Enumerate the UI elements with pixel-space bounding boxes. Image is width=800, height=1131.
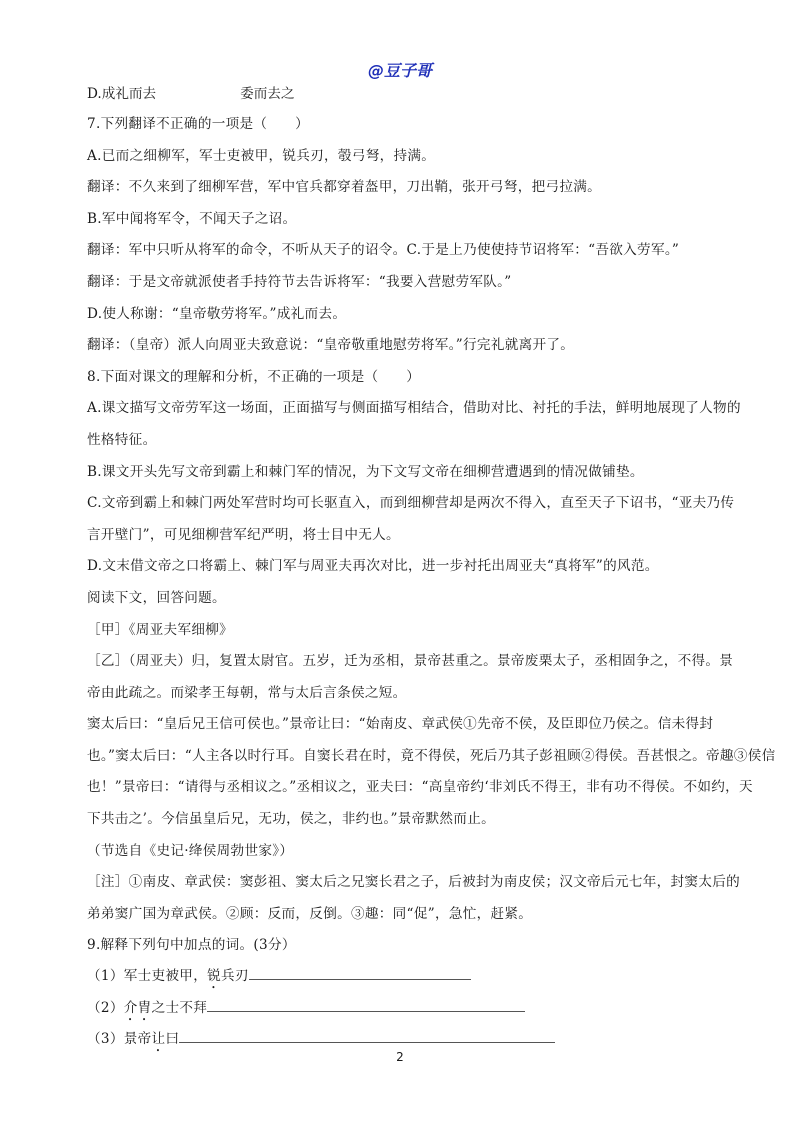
- text-line: B.课文开头先写文帝到霸上和棘门军的情况，为下文写文帝在细柳营遭遇到的情况做铺垫。: [87, 463, 644, 480]
- page-number: 2: [396, 1050, 404, 1064]
- text-line: 性格特征。: [87, 431, 157, 448]
- q9-item-post: 之士不拜: [151, 999, 208, 1016]
- text-line: ［乙］（周亚夫）归，复置太尉官。五岁，迁为丞相，景帝甚重之。景帝废栗太子，丞相固争之，不得。景: [87, 653, 734, 670]
- text-line: B.军中闻将军令，不闻天子之诏。: [87, 210, 297, 227]
- q6d-left: D.成礼而去: [87, 86, 157, 102]
- text-line: 翻译：（皇帝）派人向周亚夫致意说：“皇帝敬重地慰劳将军。”行完礼就离开了。: [87, 337, 575, 354]
- text-line: D.文末借文帝之口将霸上、棘门军与周亚夫再次对比，进一步衬托出周亚夫“真将军”的风范。: [87, 558, 659, 575]
- watermark-header: @豆子哥: [367, 61, 432, 80]
- text-line: ［注］①南皮、章武侯：窦彭祖、窦太后之兄窦长君之子，后被封为南皮侯；汉文帝后元七年，封窦太后的: [87, 874, 741, 891]
- text-line: ［甲］《周亚夫军细柳》: [87, 621, 234, 638]
- q9-item: [87, 993, 727, 1025]
- q9-item: [87, 961, 727, 993]
- q9-item-dot: 介胄: [123, 999, 152, 1016]
- text-line: C.文帝到霸上和棘门两处军营时均可长驱直入，而到细柳营却是两次不得入，直至天子下诏书，“亚夫乃传: [87, 495, 735, 512]
- text-line: 7.下列翻译不正确的一项是（ ）: [87, 116, 309, 132]
- q9-item-post: 兵刃: [221, 968, 249, 984]
- text-line: A.课文描写文帝劳军这一场面，正面描写与侧面描写相结合，借助对比、衬托的手法，鲜明地展现了人物的: [87, 400, 741, 417]
- text-line: 窦太后曰：“皇后兄王信可侯也。”景帝让曰：“始南皮、章武侯①先帝不侯，及臣即位乃侯之。信未得封: [87, 716, 714, 733]
- q9-item-dot: 让: [151, 1031, 166, 1048]
- answer-blank[interactable]: [249, 965, 471, 980]
- q9-items: [87, 961, 727, 1056]
- text-line: 帝由此疏之。而梁孝王每朝，常与太后言条侯之短。: [87, 684, 407, 701]
- q9-item-pre: （1）军士吏被甲，: [87, 968, 208, 984]
- text-line: 也。”窦太后曰：“人主各以时行耳。自窦长君在时，竟不得侯，死后乃其子彭祖顾②得侯。吾甚恨之。帝趣③侯信: [87, 747, 776, 764]
- text-line: 弟弟窦广国为章武侯。②顾：反而，反倒。③趣：同“促”，急忙，赶紧。: [87, 905, 533, 922]
- answer-blank[interactable]: [179, 1028, 555, 1043]
- text-line: （节选自《史记·绛侯周勃世家》）: [87, 842, 294, 859]
- text-line: 翻译：军中只听从将军的命令，不听从天子的诏令。C.于是上乃使使持节诏将军：“吾欲入劳军。”: [87, 242, 680, 259]
- document-body: [87, 109, 776, 962]
- text-line: 也！”景帝曰：“请得与丞相议之。”丞相议之，亚夫曰：“高皇帝约‘非刘氏不得王，非有功不得侯。不如约，天: [87, 779, 753, 796]
- q6d-right: 委而去之: [240, 86, 295, 102]
- text-line: 下共击之’。今信虽皇后兄，无功，侯之，非约也。”景帝默然而止。: [87, 811, 495, 828]
- text-line: 阅读下文，回答问题。: [87, 589, 226, 606]
- q6-option-d: [87, 82, 295, 102]
- q9-item-pre: （2）: [87, 999, 124, 1016]
- answer-blank[interactable]: [207, 997, 525, 1012]
- q9-item-dot: 锐: [207, 968, 222, 984]
- text-line: D.使人称谢：“皇帝敬劳将军。”成礼而去。: [87, 305, 347, 322]
- q9-item-post: 曰: [165, 1031, 180, 1048]
- text-line: 言开壁门”，可见细柳营军纪严明，将士目中无人。: [87, 526, 400, 543]
- text-line: 翻译：不久来到了细柳军营，军中官兵都穿着盔甲，刀出鞘，张开弓弩，把弓拉满。: [87, 179, 602, 196]
- text-line: 8.下面对课文的理解和分析，不正确的一项是（ ）: [87, 368, 421, 385]
- text-line: 9.解释下列句中加点的词。(3分）: [87, 937, 296, 954]
- q9-item-pre: （3）景帝: [87, 1031, 152, 1048]
- text-line: A.已而之细柳军，军士吏被甲，锐兵刃，彀弓弩，持满。: [87, 147, 436, 164]
- text-line: 翻译：于是文帝就派使者手持符节去告诉将军：“我要入营慰劳军队。”: [87, 273, 512, 290]
